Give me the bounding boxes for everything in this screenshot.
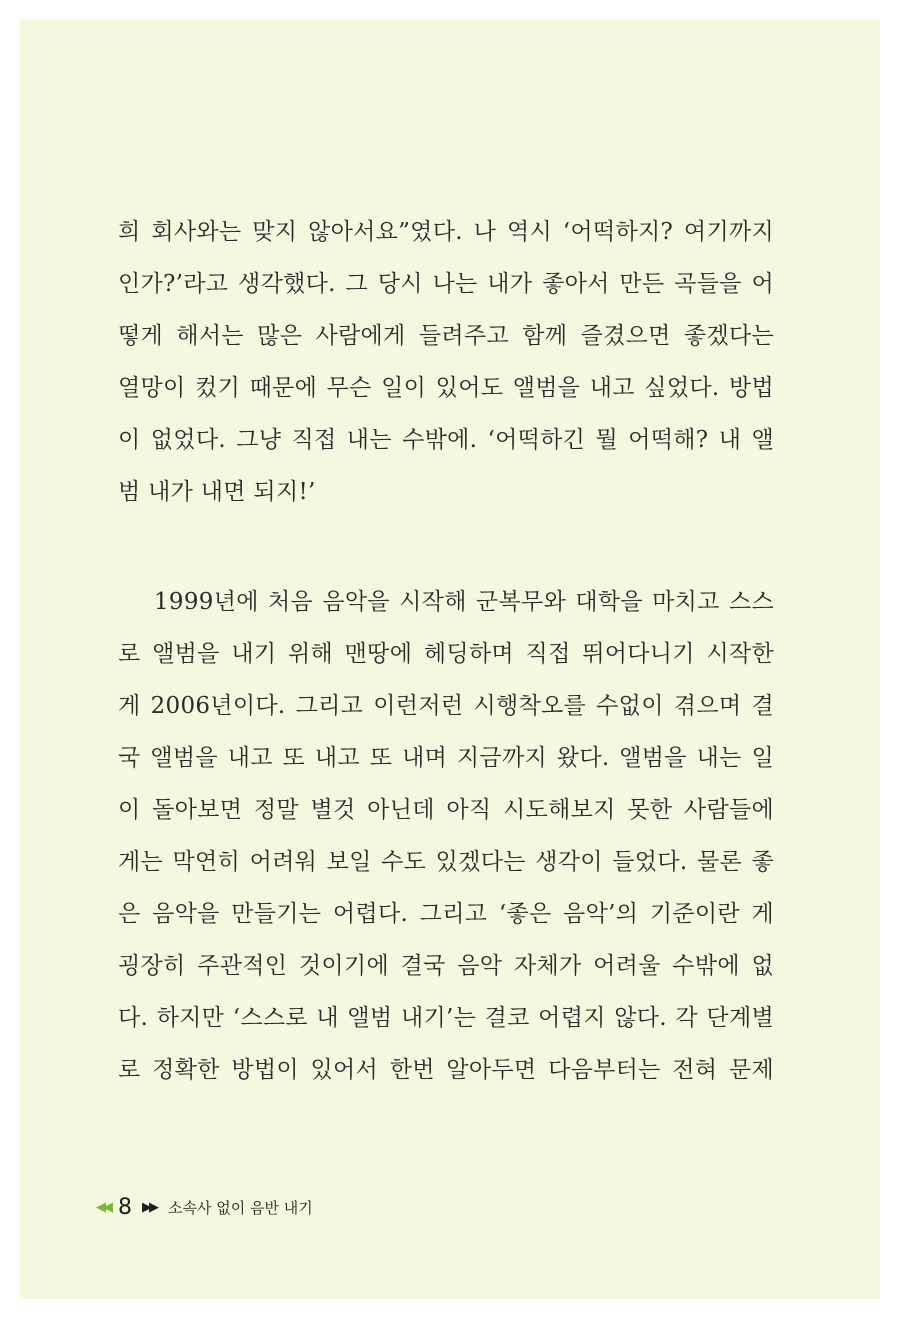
- text-line: 희 회사와는 맞지 않아서요”였다. 나 역시 ‘어떡하지? 여기까지: [118, 219, 774, 245]
- text-line: 이 돌아보면 정말 별것 아닌데 아직 시도해보지 못한 사람들에: [118, 797, 774, 823]
- text-line: 이 없었다. 그냥 직접 내는 수밖에. ‘어떡하긴 뭘 어떡해? 내 앨: [118, 427, 774, 453]
- text-line: 범 내가 내면 되지!’: [118, 479, 316, 505]
- text-line: 게는 막연히 어려워 보일 수도 있겠다는 생각이 들었다. 물론 좋: [118, 849, 774, 875]
- text-line: 1999년에 처음 음악을 시작해 군복무와 대학을 마치고 스스: [154, 589, 774, 615]
- prev-arrows-icon: ◀◀: [96, 1199, 110, 1215]
- text-line: 로 앨범을 내기 위해 맨땅에 헤딩하며 직접 뛰어다니기 시작한: [118, 641, 774, 667]
- text-line: 다. 하지만 ‘스스로 내 앨범 내기’는 결코 어렵지 않다. 각 단계별: [118, 1005, 774, 1031]
- text-line: 로 정확한 방법이 있어서 한번 알아두면 다음부터는 전혀 문제: [118, 1057, 774, 1083]
- next-arrows-icon: ▶▶: [142, 1199, 156, 1215]
- running-title: 소속사 없이 음반 내기: [168, 1198, 313, 1217]
- page-footer: [96, 1192, 313, 1222]
- text-line: 굉장히 주관적인 것이기에 결국 음악 자체가 어려울 수밖에 없: [118, 953, 774, 979]
- text-line: 국 앨범을 내고 또 내고 또 내며 지금까지 왔다. 앨범을 내는 일: [118, 745, 774, 771]
- text-line: 떻게 해서는 많은 사람에게 들려주고 함께 즐겼으면 좋겠다는: [118, 323, 774, 349]
- text-line: 게 2006년이다. 그리고 이런저런 시행착오를 수없이 겪으며 결: [118, 693, 774, 719]
- text-line: 인가?’라고 생각했다. 그 당시 나는 내가 좋아서 만든 곡들을 어: [118, 271, 774, 297]
- text-line: 열망이 컸기 때문에 무슨 일이 있어도 앨범을 내고 싶었다. 방법: [118, 375, 774, 401]
- page-number: 8: [118, 1194, 132, 1220]
- text-line: 은 음악을 만들기는 어렵다. 그리고 ‘좋은 음악’의 기준이란 게: [118, 901, 774, 927]
